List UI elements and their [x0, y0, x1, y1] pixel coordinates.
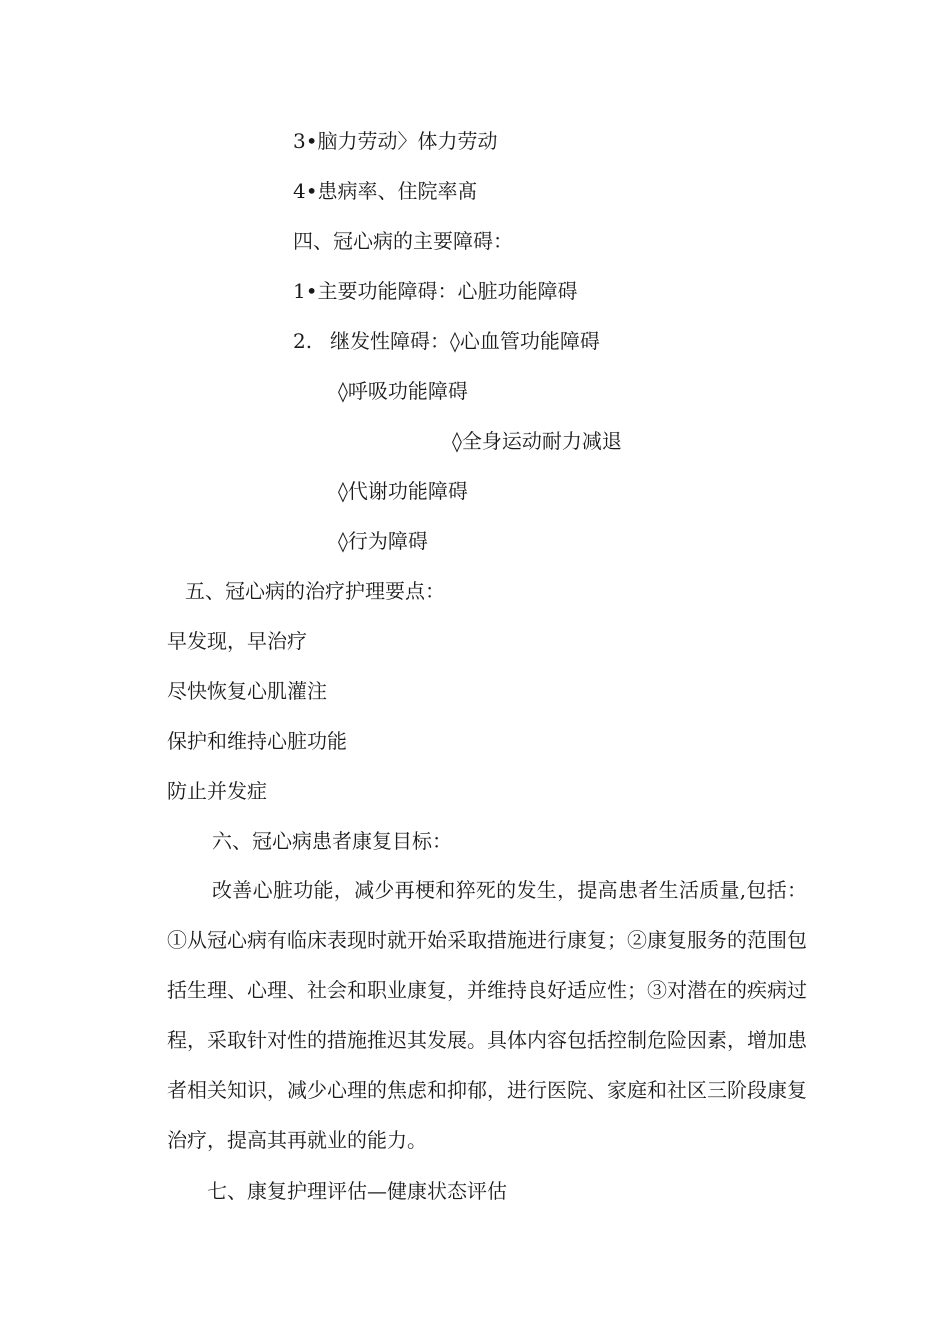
- sub-item-respiratory: ◊呼吸功能障碍: [338, 379, 468, 403]
- section-5-item-4: 防止并发症: [167, 779, 267, 803]
- section-5-item-1: 早发现，早治疗: [167, 629, 307, 653]
- sub-item-endurance: ◊全身运动耐力减退: [452, 429, 622, 453]
- list-item-4: 4•患病率、住院率髙: [293, 179, 478, 203]
- section-6-heading: 六、冠心病患者康复目标：: [212, 829, 452, 853]
- section-4-heading: 四、冠心病的主要障碍：: [293, 229, 513, 253]
- section-4-item-2-text: 继发性障碍：◊心血管功能障碍: [330, 329, 600, 353]
- section-7-heading: 七、康复护理评估—健康状态评估: [207, 1179, 507, 1203]
- section-4-item-1: 1•主要功能障碍：心脏功能障碍: [293, 279, 578, 303]
- sub-item-behavior: ◊行为障碍: [338, 529, 428, 553]
- list-item-3: 3•脑力劳动〉体力劳动: [293, 129, 498, 153]
- section-5-item-3: 保护和维持心脏功能: [167, 729, 347, 753]
- section-6-paragraph: 改善心脏功能，减少再梗和猝死的发生，提高患者生活质量,包括：①从冠心病有临床表现时就开始采取措施进行康复；②康复服务的范围包括生理、心理、社会和职业康复，并维持良好适应性；③对潜在的疾病过程，采取针对性的措施推迟其发展。具体内容包括控制危险因素，增加患者相关知识，减少心理的焦虑和抑郁，进行医院、家庭和社区三阶段康复治疗，提高其再就业的能力。: [167, 878, 807, 1152]
- section-5-heading: 五、冠心病的治疗护理要点：: [185, 579, 445, 603]
- section-5-item-2: 尽快恢复心肌灌注: [167, 679, 327, 703]
- sub-item-metabolic: ◊代谢功能障碍: [338, 479, 468, 503]
- section-4-item-2-number: 2.: [293, 329, 313, 353]
